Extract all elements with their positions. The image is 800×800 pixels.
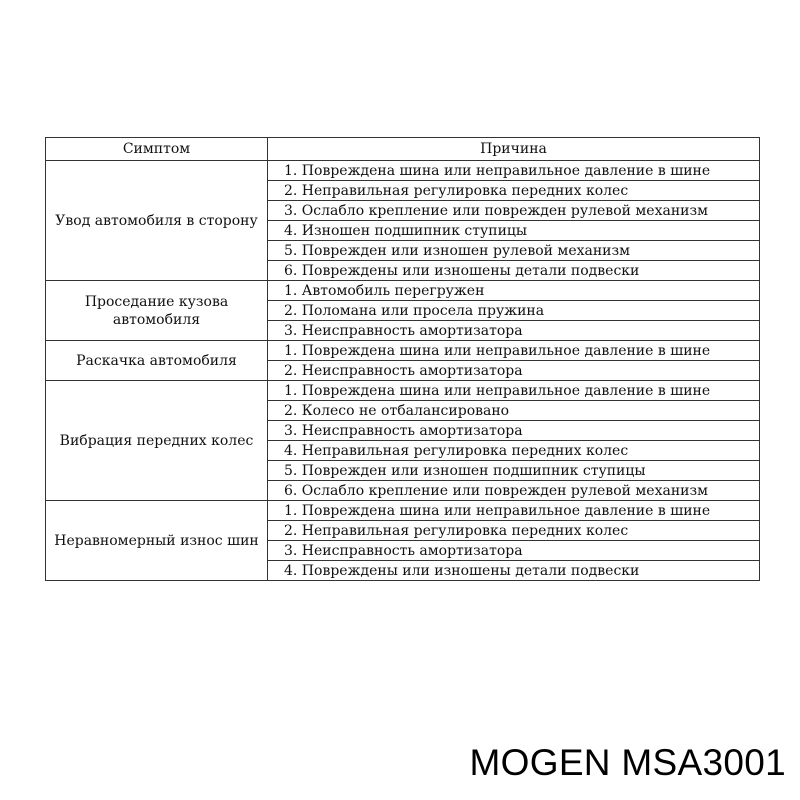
- table-row: [46, 381, 760, 401]
- cause-cell: 3. Неисправность амортизатора: [268, 421, 760, 441]
- cause-cell: 1. Повреждена шина или неправильное давление в шине: [268, 501, 760, 521]
- table-row: [46, 161, 760, 181]
- cause-cell: 3. Ослабло крепление или поврежден рулевой механизм: [268, 201, 760, 221]
- table-body: [46, 161, 760, 581]
- cause-cell: 5. Поврежден или изношен подшипник ступицы: [268, 461, 760, 481]
- header-cause: Причина: [268, 138, 760, 161]
- table-row: [46, 501, 760, 521]
- diagnostic-table: [45, 137, 760, 581]
- cause-cell: 4. Повреждены или изношены детали подвески: [268, 561, 760, 581]
- cause-cell: 6. Ослабло крепление или поврежден рулевой механизм: [268, 481, 760, 501]
- cause-cell: 6. Повреждены или изношены детали подвески: [268, 261, 760, 281]
- cause-cell: 3. Неисправность амортизатора: [268, 541, 760, 561]
- table-row: [46, 341, 760, 361]
- cause-cell: 1. Повреждена шина или неправильное давление в шине: [268, 381, 760, 401]
- symptom-cell: Раскачка автомобиля: [46, 341, 268, 381]
- cause-cell: 2. Неправильная регулировка передних колес: [268, 181, 760, 201]
- symptom-cell: Увод автомобиля в сторону: [46, 161, 268, 281]
- cause-cell: 2. Неправильная регулировка передних колес: [268, 521, 760, 541]
- symptom-cell: Проседание кузова автомобиля: [46, 281, 268, 341]
- cause-cell: 2. Неисправность амортизатора: [268, 361, 760, 381]
- cause-cell: 1. Повреждена шина или неправильное давление в шине: [268, 161, 760, 181]
- cause-cell: 1. Повреждена шина или неправильное давление в шине: [268, 341, 760, 361]
- cause-cell: 4. Неправильная регулировка передних колес: [268, 441, 760, 461]
- symptom-cell: Вибрация передних колес: [46, 381, 268, 501]
- watermark-text: MOGEN MSA3001: [469, 742, 786, 783]
- table-row: [46, 281, 760, 301]
- cause-cell: 3. Неисправность амортизатора: [268, 321, 760, 341]
- symptom-cell: Неравномерный износ шин: [46, 501, 268, 581]
- cause-cell: 1. Автомобиль перегружен: [268, 281, 760, 301]
- header-symptom: Симптом: [46, 138, 268, 161]
- table-header-row: [46, 138, 760, 161]
- cause-cell: 5. Поврежден или изношен рулевой механизм: [268, 241, 760, 261]
- cause-cell: 2. Поломана или просела пружина: [268, 301, 760, 321]
- cause-cell: 2. Колесо не отбалансировано: [268, 401, 760, 421]
- cause-cell: 4. Изношен подшипник ступицы: [268, 221, 760, 241]
